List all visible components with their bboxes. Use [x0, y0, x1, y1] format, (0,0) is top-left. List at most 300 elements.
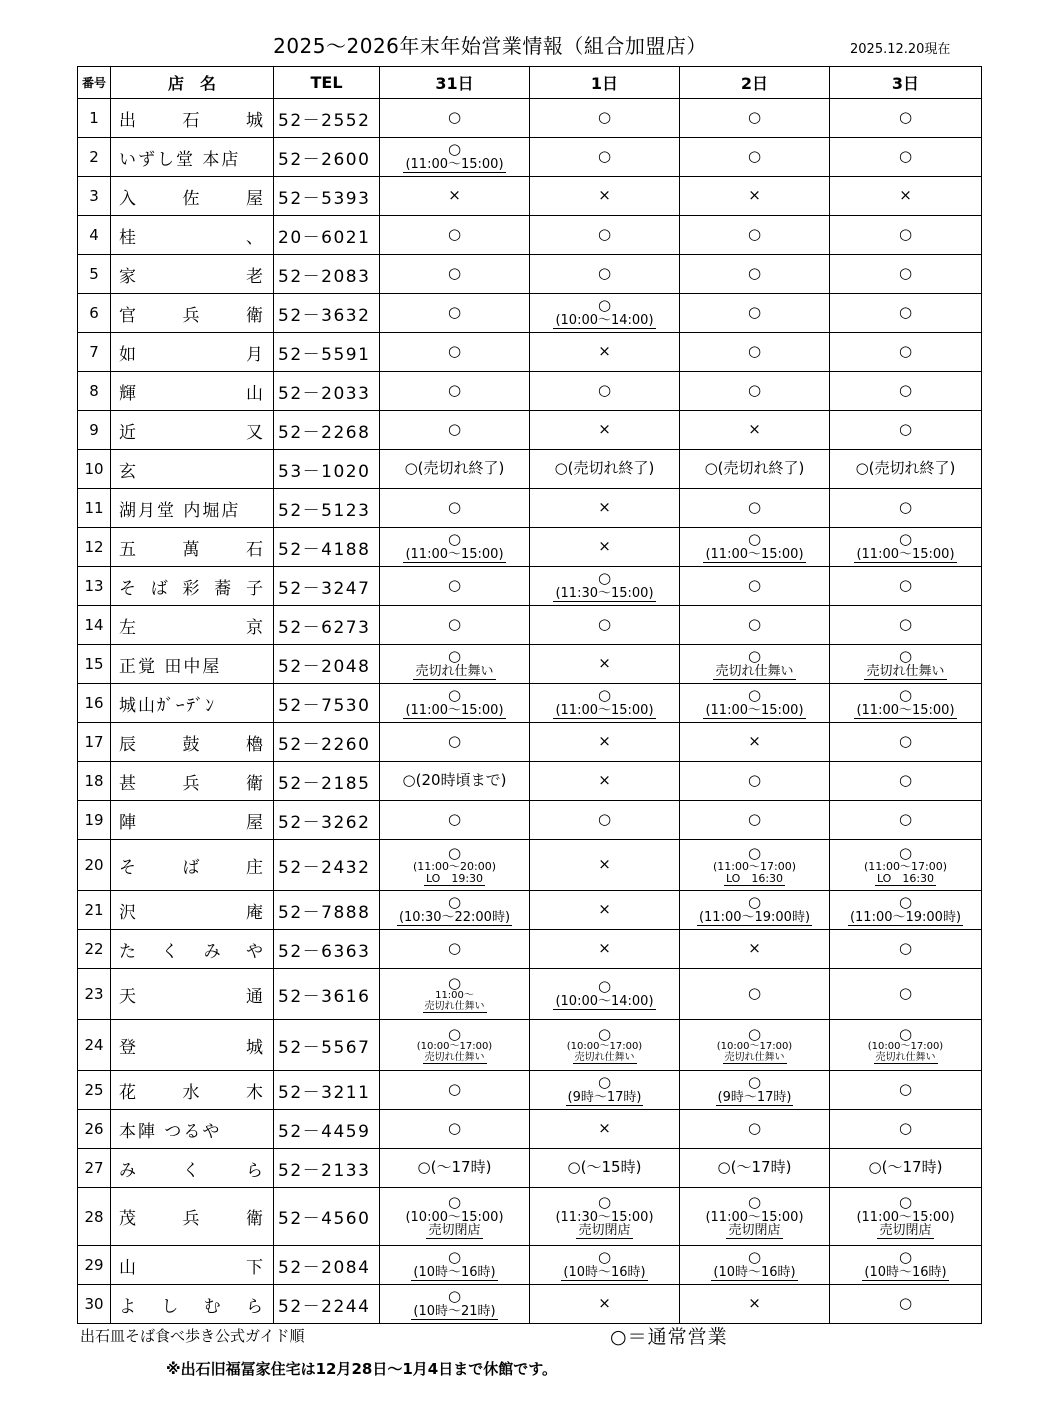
status-day3 — [830, 138, 982, 177]
status-detail: (11:30～15:00) — [555, 1209, 654, 1225]
status-day31 — [380, 1071, 530, 1110]
status-day31 — [380, 606, 530, 645]
shop-name-part: 天 — [119, 986, 138, 1007]
status-detail-text: (10:30～22:00時) — [398, 910, 511, 926]
status-mark: ○ — [898, 984, 913, 1003]
status-day2 — [680, 138, 830, 177]
status-day31 — [380, 684, 530, 723]
shop-tel: 52－4188 — [274, 528, 380, 567]
status-detail-text: 売切れ仕舞い — [424, 1051, 485, 1063]
status-detail: (10:00～17:00) — [416, 1041, 493, 1053]
shop-tel: 52－3262 — [274, 801, 380, 840]
shop-name-part: 衛 — [246, 305, 265, 326]
status-detail-text: 売切れ仕舞い — [875, 1051, 936, 1063]
status-mark: ○ — [898, 647, 913, 666]
status-mark: × — [598, 1119, 611, 1138]
status-mark: ○ — [447, 498, 462, 517]
status-day1 — [530, 294, 680, 333]
status-mark: ○ — [597, 108, 612, 127]
row-number: 5 — [78, 255, 111, 294]
status-day31 — [380, 801, 530, 840]
status-detail-text: 売切れ仕舞い — [574, 1051, 635, 1063]
status-mark: × — [598, 732, 611, 751]
legend: ○＝通常営業 — [610, 1326, 728, 1348]
status-mark: ○ — [898, 420, 913, 439]
status-day3 — [830, 489, 982, 528]
status-mark: ○ — [898, 1119, 913, 1138]
shop-name-part: 兵 — [182, 305, 202, 326]
row-number: 21 — [78, 891, 111, 930]
shop-name-part: 衛 — [246, 1209, 265, 1229]
shop-name-part: 京 — [246, 617, 265, 638]
shop-name-part: そ — [119, 578, 138, 599]
row-number: 26 — [78, 1110, 111, 1149]
shop-name-part: 茂 — [119, 1209, 138, 1229]
status-mark: ○ — [898, 1024, 913, 1043]
row-number: 17 — [78, 723, 111, 762]
table-row — [78, 528, 982, 567]
shop-name-part: 左 — [119, 617, 138, 638]
shop-name-part: 登 — [119, 1037, 138, 1058]
status-mark: ○ — [447, 939, 462, 958]
status-mark: ○ — [447, 893, 462, 912]
status-detail-text: (10時～16時) — [563, 1265, 646, 1281]
status-detail-text: (10:00～14:00) — [555, 994, 654, 1010]
shop-name-part: ら — [246, 1160, 265, 1181]
shop-name-part: 石 — [182, 110, 202, 131]
status-mark: × — [598, 900, 611, 919]
status-detail: (10:00～17:00) — [716, 1041, 793, 1053]
status-day3 — [830, 645, 982, 684]
shop-name — [111, 450, 274, 489]
status-detail — [530, 587, 679, 601]
shop-name-part: む — [203, 1296, 223, 1317]
shop-name-part: 子 — [246, 578, 265, 599]
shop-name-part: く — [182, 1160, 202, 1181]
status-detail-text: (11:00～15:00) — [705, 703, 804, 719]
status-mark: ○ — [747, 498, 762, 517]
shop-name-part: 庵 — [246, 902, 265, 923]
status-mark: × — [598, 186, 611, 205]
status-day31 — [380, 372, 530, 411]
table-row — [78, 294, 982, 333]
status-mark: ○ — [747, 771, 762, 790]
table-row — [78, 684, 982, 723]
status-day2 — [680, 372, 830, 411]
status-day31 — [380, 216, 530, 255]
status-detail: (11:00～17:00) — [713, 860, 796, 874]
status-mark: ○ — [898, 615, 913, 634]
status-day2 — [680, 1110, 830, 1149]
status-day31 — [380, 294, 530, 333]
table-row — [78, 969, 982, 1020]
status-detail-text: (11:00～15:00) — [405, 703, 504, 719]
status-mark: ○ — [898, 1248, 913, 1267]
status-day1 — [530, 216, 680, 255]
closure-note: ※出石旧福冨家住宅は12月28日～1月4日まで休館です。 — [166, 1360, 558, 1378]
status-day3 — [830, 255, 982, 294]
status-detail — [380, 548, 529, 562]
status-detail-text: (11:00～15:00) — [856, 703, 955, 719]
status-detail — [680, 665, 829, 679]
shop-name-part: し — [161, 1296, 181, 1317]
status-day2 — [680, 489, 830, 528]
status-day3 — [830, 1188, 982, 1246]
status-day31 — [380, 891, 530, 930]
row-number: 27 — [78, 1149, 111, 1188]
shop-name-part: 衛 — [246, 773, 265, 794]
status-mark: × — [598, 855, 611, 874]
row-number: 14 — [78, 606, 111, 645]
shop-name-part: 又 — [246, 422, 265, 443]
status-detail-text: (10時～21時) — [413, 1304, 496, 1320]
table-row — [78, 762, 982, 801]
status-detail — [530, 1053, 679, 1064]
status-day3 — [830, 567, 982, 606]
status-mark: ○ — [597, 147, 612, 166]
shop-name-part: 城 — [246, 110, 265, 131]
shop-name — [111, 528, 274, 567]
shop-tel: 52－2600 — [274, 138, 380, 177]
table-row — [78, 840, 982, 891]
table-row — [78, 891, 982, 930]
shop-tel: 52－4459 — [274, 1110, 380, 1149]
status-day31 — [380, 450, 530, 489]
status-day31 — [380, 333, 530, 372]
status-mark: ○ — [898, 771, 913, 790]
status-mark: ○ — [898, 303, 913, 322]
shop-name-part: 甚 — [119, 773, 138, 794]
status-mark: ○ — [747, 647, 762, 666]
status-detail — [380, 1224, 529, 1238]
status-day2 — [680, 762, 830, 801]
status-detail-text: LO 16:30 — [725, 871, 784, 885]
status-detail — [830, 1053, 981, 1064]
status-day31 — [380, 1246, 530, 1285]
table-row — [78, 1188, 982, 1246]
status-mark: × — [598, 498, 611, 517]
shop-name-part: 正覚 田中屋 — [119, 656, 222, 677]
status-mark: × — [598, 1294, 611, 1313]
status-mark: ○ — [747, 342, 762, 361]
status-day2 — [680, 411, 830, 450]
status-day1 — [530, 606, 680, 645]
status-mark: ○ — [747, 1119, 762, 1138]
status-day1 — [530, 1246, 680, 1285]
status-mark: × — [748, 732, 761, 751]
shop-name-part: 花 — [119, 1082, 138, 1103]
row-number: 19 — [78, 801, 111, 840]
table-row — [78, 930, 982, 969]
shop-name — [111, 891, 274, 930]
status-detail-text: (11:00～19:00時) — [698, 910, 811, 926]
status-mark: ○ — [597, 381, 612, 400]
status-day31 — [380, 723, 530, 762]
shop-tel: 52－7530 — [274, 684, 380, 723]
status-detail: 11:00～ — [435, 990, 474, 1002]
status-day1 — [530, 333, 680, 372]
status-mark: ○ — [747, 810, 762, 829]
row-number: 23 — [78, 969, 111, 1020]
col-header-day3: 3日 — [830, 67, 982, 99]
status-detail-text: (11:00～15:00) — [555, 703, 654, 719]
status-detail: (10:00～15:00) — [405, 1209, 504, 1225]
row-number: 16 — [78, 684, 111, 723]
shop-name-part: ら — [245, 1296, 265, 1317]
shop-name-part: 五 — [119, 539, 138, 560]
status-detail: (10:00～17:00) — [867, 1041, 944, 1053]
status-day1 — [530, 528, 680, 567]
row-number: 6 — [78, 294, 111, 333]
status-mark: ○ — [447, 1024, 462, 1043]
table-row — [78, 645, 982, 684]
status-mark: ○ — [747, 576, 762, 595]
table-row — [78, 177, 982, 216]
status-detail — [530, 1224, 679, 1238]
shop-name-part: 陣 — [119, 812, 138, 833]
status-day1 — [530, 567, 680, 606]
status-day2 — [680, 723, 830, 762]
status-mark: ○ — [898, 264, 913, 283]
row-number: 11 — [78, 489, 111, 528]
shop-tel: 20－6021 — [274, 216, 380, 255]
status-day1 — [530, 1020, 680, 1071]
shop-name-part: 本陣 つるや — [119, 1121, 222, 1142]
status-mark: ○ — [447, 225, 462, 244]
shop-tel: 52－2133 — [274, 1149, 380, 1188]
status-detail: (11:00～15:00) — [856, 1209, 955, 1225]
status-day3 — [830, 891, 982, 930]
status-mark: ○ — [747, 147, 762, 166]
status-day1 — [530, 891, 680, 930]
shop-name — [111, 411, 274, 450]
status-day3 — [830, 1110, 982, 1149]
shop-name-part: 老 — [246, 266, 265, 287]
shop-name — [111, 762, 274, 801]
shop-name — [111, 177, 274, 216]
status-day3 — [830, 333, 982, 372]
table-row — [78, 1149, 982, 1188]
status-mark: ○ — [898, 810, 913, 829]
status-day3 — [830, 177, 982, 216]
status-day1 — [530, 684, 680, 723]
status-mark: × — [448, 186, 461, 205]
status-day2 — [680, 177, 830, 216]
table-row — [78, 1020, 982, 1071]
status-mark: ○ — [747, 984, 762, 1003]
status-day3 — [830, 1285, 982, 1324]
shop-name — [111, 606, 274, 645]
status-mark: ○ — [597, 225, 612, 244]
status-detail — [830, 1266, 981, 1280]
status-mark: ○ — [898, 732, 913, 751]
table-row — [78, 450, 982, 489]
status-mark: ○ — [747, 108, 762, 127]
status-mark: ○ — [447, 1287, 462, 1306]
source-note: 出石皿そば食べ歩き公式ガイド順 — [80, 1327, 305, 1345]
status-detail — [830, 665, 981, 679]
status-day31 — [380, 930, 530, 969]
status-detail-text: 売切閉店 — [428, 1223, 481, 1239]
row-number: 12 — [78, 528, 111, 567]
shop-name — [111, 1110, 274, 1149]
shop-tel: 52－2033 — [274, 372, 380, 411]
row-number: 8 — [78, 372, 111, 411]
col-header-day2: 2日 — [680, 67, 830, 99]
shop-name-part: 出 — [119, 110, 138, 131]
status-mark: ○ — [597, 264, 612, 283]
status-detail — [680, 548, 829, 562]
status-day2 — [680, 930, 830, 969]
status-detail: (11:00～17:00) — [864, 860, 947, 874]
status-mark: ○ — [447, 647, 462, 666]
status-day31 — [380, 567, 530, 606]
status-day2 — [680, 801, 830, 840]
table-row — [78, 1110, 982, 1149]
shop-name — [111, 969, 274, 1020]
status-detail-text: (10時～16時) — [413, 1265, 496, 1281]
shop-name-part: よ — [119, 1296, 138, 1317]
status-mark: ○ — [447, 732, 462, 751]
status-day2 — [680, 450, 830, 489]
status-detail — [530, 314, 679, 328]
status-mark: ○ — [898, 893, 913, 912]
status-day3 — [830, 762, 982, 801]
status-mark: ○ — [447, 264, 462, 283]
table-row — [78, 606, 982, 645]
status-mark: ○ — [447, 1248, 462, 1267]
status-mark: ○ — [898, 939, 913, 958]
status-day3 — [830, 411, 982, 450]
status-day31 — [380, 1020, 530, 1071]
status-day2 — [680, 1020, 830, 1071]
status-day1 — [530, 177, 680, 216]
status-detail — [380, 704, 529, 718]
status-day3 — [830, 450, 982, 489]
status-mark: ○ — [898, 686, 913, 705]
row-number: 3 — [78, 177, 111, 216]
status-day31 — [380, 411, 530, 450]
status-mark: ○ — [447, 381, 462, 400]
status-day31 — [380, 762, 530, 801]
shop-name-part: 官 — [119, 305, 138, 326]
shop-tel: 52－6273 — [274, 606, 380, 645]
table-row — [78, 1285, 982, 1324]
status-day1 — [530, 645, 680, 684]
status-day1 — [530, 450, 680, 489]
status-mark: ○ — [447, 530, 462, 549]
status-mark: ○(～17時) — [417, 1158, 492, 1177]
row-number: 25 — [78, 1071, 111, 1110]
status-day31 — [380, 138, 530, 177]
status-detail — [830, 873, 981, 885]
status-detail — [680, 1224, 829, 1238]
shop-name — [111, 255, 274, 294]
status-day3 — [830, 684, 982, 723]
shop-name — [111, 333, 274, 372]
status-day1 — [530, 372, 680, 411]
status-mark: ○ — [898, 1294, 913, 1313]
status-mark: ○ — [597, 615, 612, 634]
shop-name-part: 桂 — [119, 227, 138, 248]
status-detail — [680, 1091, 829, 1105]
status-day1 — [530, 138, 680, 177]
shop-name-part: 兵 — [182, 1209, 202, 1229]
shop-name-part: 辰 — [119, 734, 138, 755]
status-detail-text: (10:00～14:00) — [555, 313, 654, 329]
shop-name — [111, 1188, 274, 1246]
shop-name-part: 城山ｶﾞｰﾃﾞﾝ — [119, 695, 216, 716]
shop-name-part: 下 — [246, 1257, 265, 1278]
shop-name — [111, 1285, 274, 1324]
status-day1 — [530, 1110, 680, 1149]
status-day3 — [830, 1071, 982, 1110]
status-day31 — [380, 969, 530, 1020]
shop-name-part: 佐 — [182, 188, 202, 209]
status-mark: ○ — [747, 1073, 762, 1092]
status-mark: ○ — [447, 1119, 462, 1138]
col-header-tel: TEL — [274, 67, 380, 99]
status-day2 — [680, 1071, 830, 1110]
status-mark: ○(売切れ終了) — [855, 459, 956, 478]
shop-tel: 52－2185 — [274, 762, 380, 801]
status-detail-text: 売切れ仕舞い — [415, 664, 494, 680]
shop-name-part: 彩 — [182, 578, 202, 599]
status-mark: ○ — [447, 1192, 462, 1211]
row-number: 18 — [78, 762, 111, 801]
status-day2 — [680, 255, 830, 294]
status-mark: ○ — [597, 977, 612, 996]
status-mark: ○ — [747, 893, 762, 912]
shop-name-part: 城 — [246, 1037, 265, 1058]
status-detail-text: (11:00～15:00) — [856, 547, 955, 563]
shop-name-part: 、 — [246, 227, 265, 248]
status-mark: ○ — [747, 1024, 762, 1043]
status-detail — [830, 1224, 981, 1238]
status-day31 — [380, 1188, 530, 1246]
shop-name-part: 櫓 — [246, 734, 265, 755]
status-day2 — [680, 216, 830, 255]
table-row — [78, 411, 982, 450]
shop-tel: 52－3632 — [274, 294, 380, 333]
shop-name-part: いずし堂 本店 — [119, 149, 241, 170]
status-day31 — [380, 255, 530, 294]
status-mark: ○ — [447, 420, 462, 439]
shop-name-part: み — [119, 1160, 138, 1181]
status-day1 — [530, 762, 680, 801]
status-mark: × — [899, 186, 912, 205]
status-detail-text: 売切れ仕舞い — [424, 1000, 485, 1012]
shop-name-part: 近 — [119, 422, 138, 443]
status-day2 — [680, 969, 830, 1020]
table-row — [78, 99, 982, 138]
table-row — [78, 138, 982, 177]
status-mark: ○ — [898, 576, 913, 595]
shop-tel: 52－6363 — [274, 930, 380, 969]
shop-name — [111, 567, 274, 606]
row-number: 20 — [78, 840, 111, 891]
status-day2 — [680, 645, 830, 684]
status-day3 — [830, 294, 982, 333]
status-day1 — [530, 969, 680, 1020]
status-day3 — [830, 99, 982, 138]
table-row — [78, 333, 982, 372]
shop-tel: 52－5591 — [274, 333, 380, 372]
shop-name — [111, 1071, 274, 1110]
status-detail-text: (10時～16時) — [864, 1265, 947, 1281]
status-day2 — [680, 606, 830, 645]
status-detail-text: (9時～17時) — [717, 1090, 792, 1106]
